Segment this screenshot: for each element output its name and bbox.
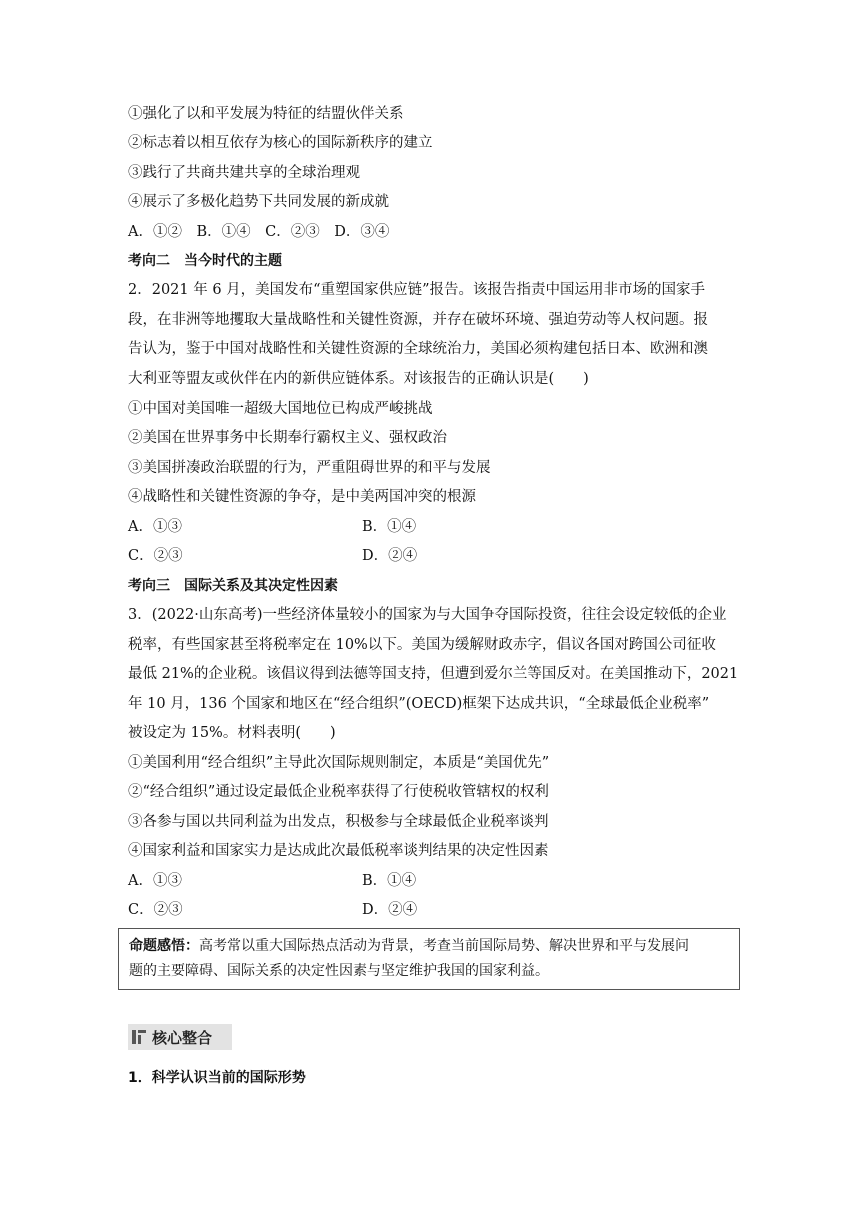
q2-choice-c: C．②③ — [128, 548, 183, 564]
q2-choice-a: A．①③ — [128, 519, 182, 535]
section-heading-3: 考向三 国际关系及其决定性因素 — [128, 578, 338, 594]
insight-box — [118, 928, 740, 990]
insight-label: 命题感悟： — [129, 938, 199, 954]
q2-stem-line: 大利亚等盟友或伙伴在内的新供应链体系。对该报告的正确认识是( ) — [128, 370, 589, 387]
q3-option-3: ③各参与国以共同利益为出发点，积极参与全球最低企业税率谈判 — [128, 814, 549, 830]
insight-body-2: 题的主要障碍、国际关系的决定性因素与坚定维护我国的国家利益。 — [129, 963, 549, 979]
q2-stem-line: 2．2021 年 6 月，美国发布“重塑国家供应链”报告。该报告指责中国运用非市场的国家手 — [128, 282, 706, 298]
q3-stem — [128, 601, 740, 749]
q1-option-4: ④展示了多极化趋势下共同发展的新成就 — [128, 194, 389, 210]
core-item-1: 1．科学认识当前的国际形势 — [128, 1070, 306, 1086]
q3-option-4: ④国家利益和国家实力是达成此次最低税率谈判结果的决定性因素 — [128, 843, 549, 859]
q2-option-3: ③美国拼凑政治联盟的行为，严重阻碍世界的和平与发展 — [128, 460, 491, 476]
q3-stem-line: 被设定为 15%。材料表明( ) — [128, 725, 336, 742]
insight-line-1 — [129, 934, 729, 959]
q3-choice-a: A．①③ — [128, 873, 182, 889]
q1-option-1: ①强化了以和平发展为特征的结盟伙伴关系 — [128, 106, 404, 122]
q3-stem-line: 年 10 月，136 个国家和地区在“经合组织”(OECD)框架下达成共识，“全球最低企业税率” — [128, 695, 710, 712]
q3-option-1: ①美国利用“经合组织”主导此次国际规则制定，本质是“美国优先” — [128, 755, 550, 771]
q1-option-3: ③践行了共商共建共享的全球治理观 — [128, 165, 360, 181]
q2-option-1: ①中国对美国唯一超级大国地位已构成严峻挑战 — [128, 401, 433, 417]
q2-stem — [128, 276, 740, 394]
q3-stem-line: 3．(2022·山东高考)一些经济体量较小的国家为与大国争夺国际投资，往往会设定较低的企业 — [128, 607, 727, 623]
q2-option-2: ②美国在世界事务中长期奉行霸权主义、强权政治 — [128, 430, 447, 446]
q2-choice-d: D．②④ — [362, 548, 418, 564]
q2-stem-line: 段，在非洲等地攫取大量战略性和关键性资源，并存在破坏环境、强迫劳动等人权问题。报 — [128, 311, 708, 328]
q3-stem-line: 税率，有些国家甚至将税率定在 10%以下。美国为缓解财政赤字，倡议各国对跨国公司征收 — [128, 636, 716, 653]
q1-option-2: ②标志着以相互依存为核心的国际新秩序的建立 — [128, 135, 433, 151]
section-heading-2: 考向二 当今时代的主题 — [128, 253, 282, 269]
core-section-title: 核心整合 — [152, 1028, 213, 1047]
q1-answer-choices: A．①② B．①④ C．②③ D．③④ — [128, 224, 390, 240]
q3-choice-c: C．②③ — [128, 902, 183, 918]
q3-choice-b: B．①④ — [362, 873, 417, 889]
q3-stem-line: 最低 21%的企业税。该倡议得到法德等国支持，但遭到爱尔兰等国反对。在美国推动下，2021 — [128, 666, 739, 683]
q2-stem-line: 告认为，鉴于中国对战略性和关键性资源的全球统治力，美国必须构建包括日本、欧洲和澳 — [128, 341, 708, 358]
q2-option-4: ④战略性和关键性资源的争夺，是中美两国冲突的根源 — [128, 489, 476, 505]
q2-choice-b: B．①④ — [362, 519, 417, 535]
insight-body-1: 高考常以重大国际热点活动为背景，考查当前国际局势、解决世界和平与发展问 — [199, 938, 689, 954]
section-marker-icon — [132, 1030, 146, 1044]
insight-text — [129, 934, 729, 984]
q3-option-2: ②“经合组织”通过设定最低企业税率获得了行使税收管辖权的权利 — [128, 784, 549, 800]
q3-choice-d: D．②④ — [362, 902, 418, 918]
core-section-header — [128, 1024, 232, 1050]
